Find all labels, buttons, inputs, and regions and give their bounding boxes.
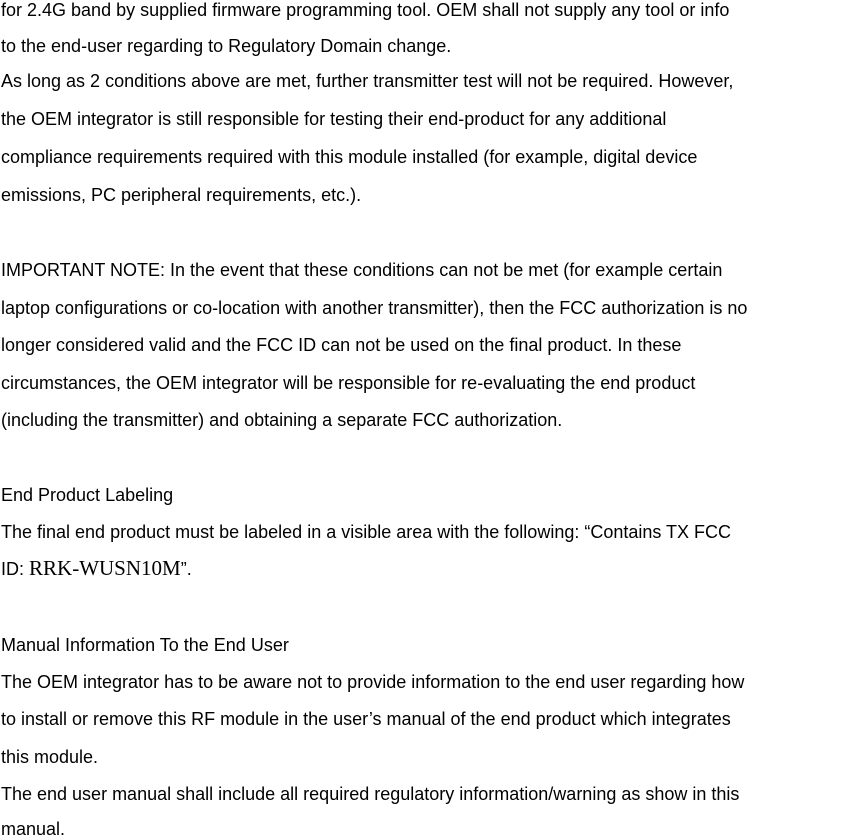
- text-line: for 2.4G band by supplied firmware programming tool. OEM shall not supply any tool or info: [1, 0, 730, 20]
- text-line: laptop configurations or co-location with another transmitter), then the FCC authorization is no: [1, 298, 748, 318]
- text-line: longer considered valid and the FCC ID can not be used on the final product. In these: [1, 335, 682, 355]
- text-line: compliance requirements required with this module installed (for example, digital device: [1, 147, 698, 167]
- text-line: As long as 2 conditions above are met, further transmitter test will not be required. However,: [1, 71, 734, 91]
- section-heading-manual: Manual Information To the End User: [1, 635, 289, 655]
- text-line: circumstances, the OEM integrator will be responsible for re-evaluating the end product: [1, 373, 696, 393]
- text-line: the OEM integrator is still responsible for testing their end-product for any additional: [1, 109, 667, 129]
- text-line: The final end product must be labeled in a visible area with the following: “Contains TX FCC: [1, 522, 732, 542]
- fcc-id-prefix: ID:: [1, 559, 30, 579]
- text-line: IMPORTANT NOTE: In the event that these conditions can not be met (for example certain: [1, 260, 723, 280]
- fcc-id-value: RRK-WUSN10M: [29, 556, 181, 580]
- text-line: to install or remove this RF module in the user’s manual of the end product which integrates: [1, 709, 731, 729]
- text-line: emissions, PC peripheral requirements, etc.).: [1, 185, 362, 205]
- text-line: to the end-user regarding to Regulatory Domain change.: [1, 36, 452, 56]
- fcc-id-line: [1, 557, 192, 580]
- fcc-id-suffix: ”.: [180, 559, 192, 579]
- text-line: (including the transmitter) and obtaining a separate FCC authorization.: [1, 410, 563, 430]
- text-line: manual.: [1, 819, 66, 839]
- text-line: The OEM integrator has to be aware not to provide information to the end user regarding how: [1, 672, 745, 692]
- text-line: The end user manual shall include all required regulatory information/warning as show in this: [1, 784, 740, 804]
- section-heading-labeling: End Product Labeling: [1, 485, 174, 505]
- text-line: this module.: [1, 747, 99, 767]
